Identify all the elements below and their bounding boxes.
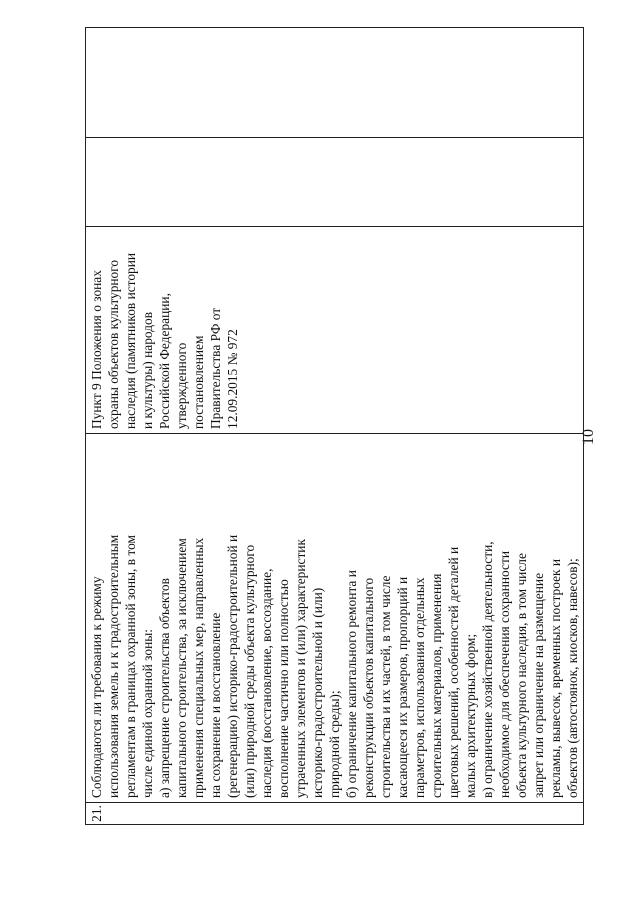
reference-line: наследия (памятников истории [123,252,138,429]
requirement-line: числе единой охранной зоны: [140,629,155,798]
page-number: 10 [580,429,597,445]
reference-line: утвержденного [174,342,189,429]
table-row [86,28,584,825]
reference-line: 12.09.2015 № 972 [225,329,240,429]
reference-line: охраны объектов культурного [106,259,121,429]
requirement-line: историко-градостроительной и (или) [310,587,325,798]
empty-note-cell [86,28,584,138]
requirement-line: касающееся их размеров, пропорций и [395,576,410,798]
requirement-line: объектов (автостоянок, киосков, навесов); [565,558,580,798]
requirement-line: строительства и их частей, в том числе [378,575,393,798]
requirement-line: параметров, использования отдельных [412,577,427,798]
empty-answer-cell [86,138,584,227]
requirement-line: применения специальных мер, направленных [191,537,206,798]
reference-line: Российской Федерации, [157,293,172,429]
requirement-line: необходимое для обеспечения сохранности [497,550,512,798]
requirement-line: запрет или ограничение на размещение [531,572,546,798]
requirement-line: объекта культурного наследия, в том числе [514,553,529,798]
table-container [85,65,580,825]
reference-line: и культуры) народов [140,311,155,429]
requirement-line: регламентам в границах охранной зоны, в том [123,535,138,798]
requirement-line: б) ограничение капитального ремонта и [344,570,359,798]
requirement-line: малых архитектурных форм; [463,633,478,798]
requirement-line: восполнение частично или полностью [276,579,291,798]
requirement-line: утраченных элементов и (или) характеристик [293,539,308,798]
requirements-table [85,27,584,825]
reference-line: Правительства РФ от [208,307,223,429]
requirement-line: Соблюдаются ли требования к режиму [89,576,104,798]
requirement-line: природной среды); [327,690,342,798]
row-number-cell: 21. [86,803,584,825]
requirement-line: в) ограничение хозяйственной деятельности, [480,541,495,798]
requirement-line: (или) природной среды объекта культурного [242,544,257,798]
requirement-line: цветовых решений, особенностей деталей и [446,546,461,798]
requirement-line: (регенерацию) историко-градостроительной и [225,534,240,798]
requirement-line: капитального строительства, за исключением [174,538,189,798]
reference-line: постановлением [191,335,206,429]
requirement-line: а) запрещение строительства объектов [157,578,172,798]
requirement-line: на сохранение и восстановление [208,612,223,798]
requirement-line: строительных материалов, применения [429,573,444,798]
requirement-line: наследия (восстановление, воссоздание, [259,568,274,798]
requirement-cell [86,434,584,803]
requirement-line: реконструкции объектов капитального [361,577,376,798]
requirement-line: использования земель и к градостроительным [106,534,121,798]
requirement-line: рекламы, вывесок, временных построек и [548,558,563,798]
legal-reference-cell [86,227,584,434]
reference-line: Пункт 9 Положения о зонах [89,270,104,429]
